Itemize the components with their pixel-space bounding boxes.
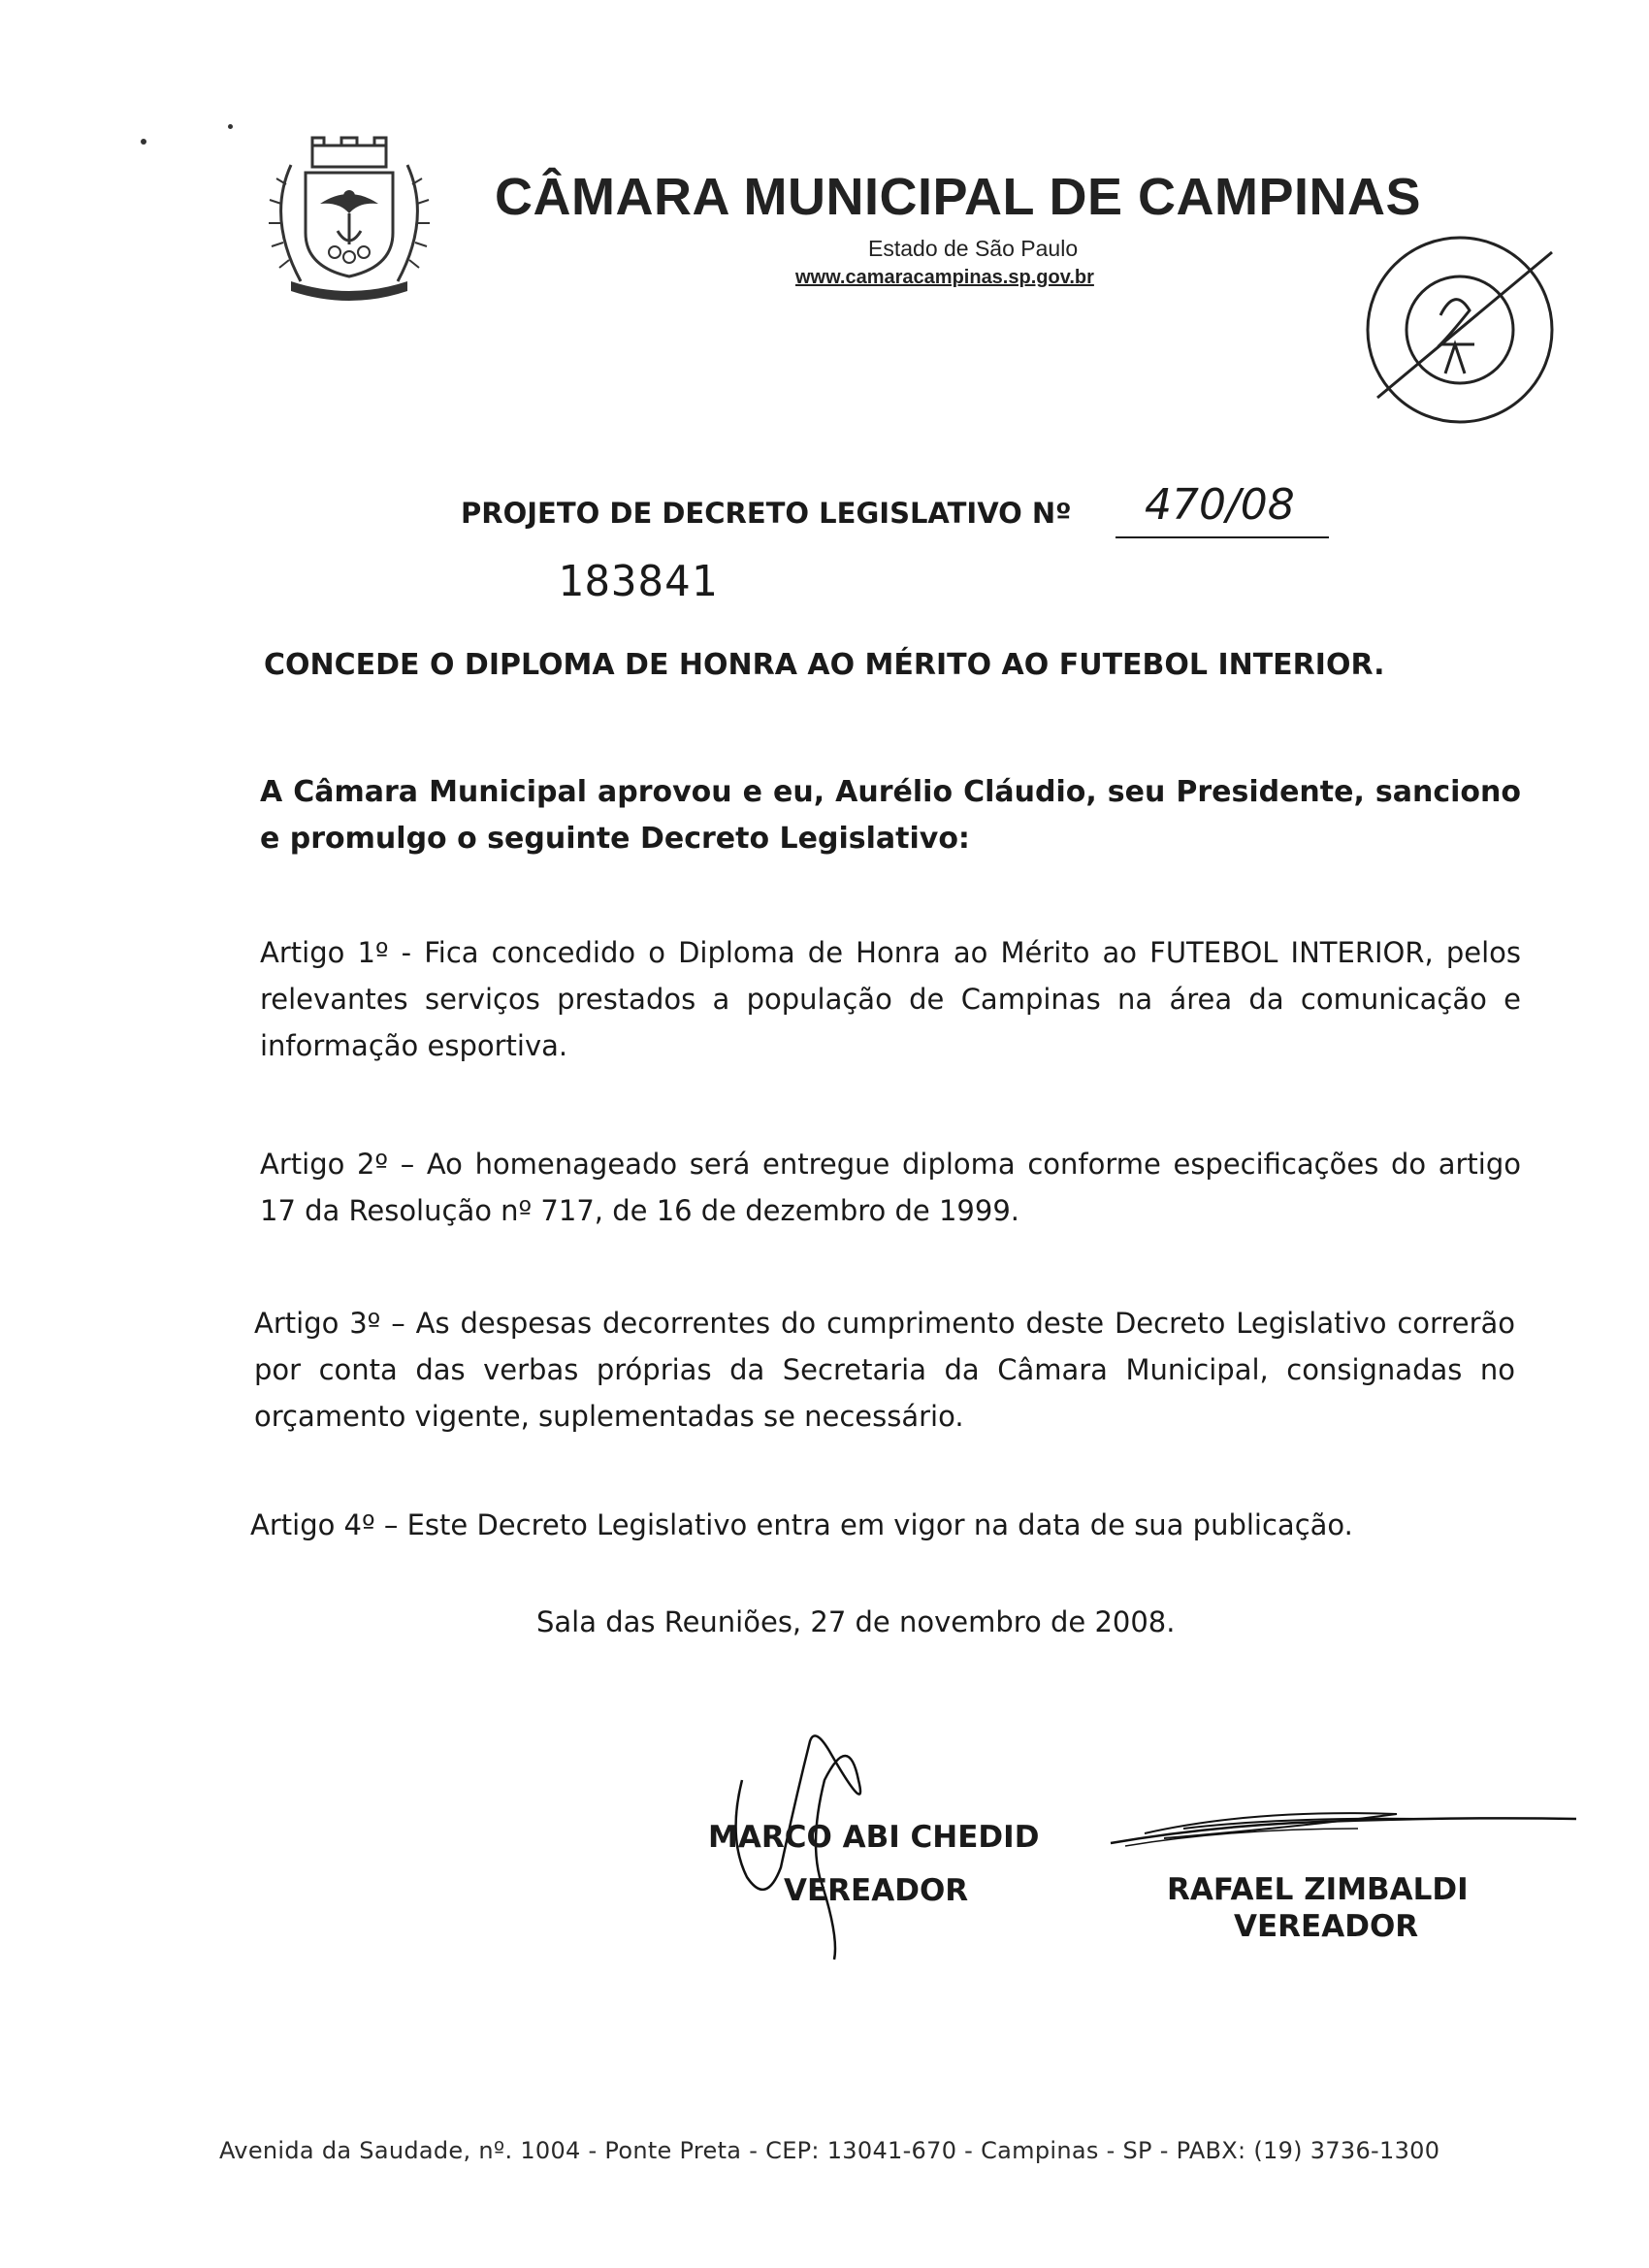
decree-project-number: 470/08 xyxy=(1145,480,1295,530)
official-stamp-icon xyxy=(1343,228,1567,432)
coat-of-arms-icon xyxy=(262,136,436,301)
signatory-name: RAFAEL ZIMBALDI xyxy=(1167,1872,1469,1907)
handwritten-signature-icon xyxy=(1106,1799,1581,1858)
article-1: Artigo 1º - Fica concedido o Diploma de Honra ao Mérito ao FUTEBOL INTERIOR, pelos relevantes serviços prestados a população de Campinas na área da comunicação e informação esportiva. xyxy=(260,936,1521,1062)
decree-subject: CONCEDE O DIPLOMA DE HONRA AO MÉRITO AO FUTEBOL INTERIOR. xyxy=(264,648,1385,682)
article-3: Artigo 3º – As despesas decorrentes do cumprimento deste Decreto Legislativo correrão por conta das verbas próprias da Secretaria da Câmara Municipal, consignadas no orçamento vigente, suplementadas se necessário. xyxy=(254,1307,1515,1433)
scan-speck xyxy=(141,139,146,145)
signatory-name: MARCO ABI CHEDID xyxy=(708,1820,1040,1855)
signatory-role: VEREADOR xyxy=(1234,1909,1419,1944)
scan-speck xyxy=(228,124,233,129)
organization-name: CÂMARA MUNICIPAL DE CAMPINAS xyxy=(495,168,1421,226)
number-underline xyxy=(1116,536,1329,538)
decree-preamble: A Câmara Municipal aprovou e eu, Aurélio Cláudio, seu Presidente, sanciono e promulgo o seguinte Decreto Legislativo: xyxy=(260,775,1521,856)
article-4: Artigo 4º – Este Decreto Legislativo entra em vigor na data de sua publicação. xyxy=(250,1508,1353,1541)
organization-state: Estado de São Paulo xyxy=(868,236,1079,261)
decree-project-label: PROJETO DE DECRETO LEGISLATIVO Nº xyxy=(461,497,1072,530)
footer-address: Avenida da Saudade, nº. 1004 - Ponte Preta - CEP: 13041-670 - Campinas - SP - PABX: (19) 3736-1300 xyxy=(219,2137,1440,2164)
protocol-number: 183841 xyxy=(558,557,718,606)
signatory-role: VEREADOR xyxy=(784,1873,969,1908)
place-and-date: Sala das Reuniões, 27 de novembro de 2008. xyxy=(536,1605,1176,1638)
organization-website-link[interactable]: www.camaracampinas.sp.gov.br xyxy=(795,267,1094,288)
article-2: Artigo 2º – Ao homenageado será entregue diploma conforme especificações do artigo 17 da Resolução nº 717, de 16 de dezembro de 1999. xyxy=(260,1148,1521,1227)
